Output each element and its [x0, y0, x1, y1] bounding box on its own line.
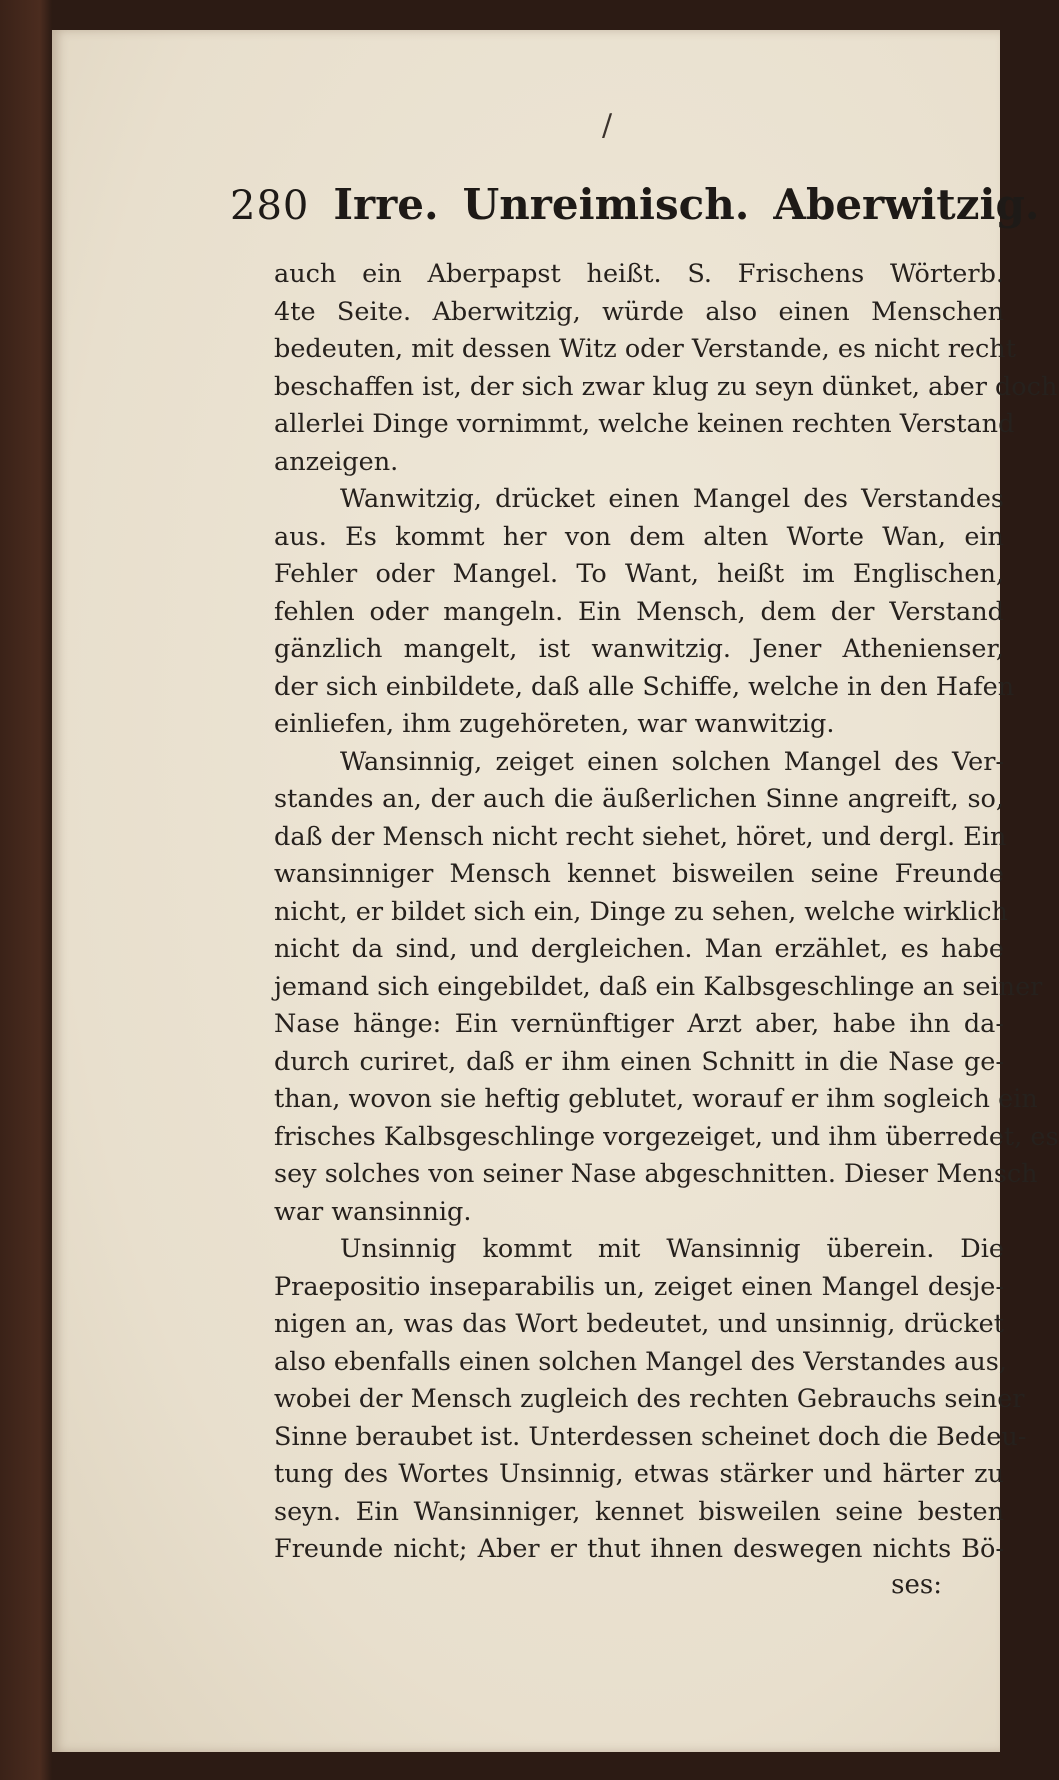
text-line: anzeigen.	[274, 446, 399, 477]
book-page	[52, 30, 1059, 1752]
page-number: 280	[230, 183, 310, 229]
text-line: Freunde nicht; Aber er thut ihnen deswegen nichts Bö-	[274, 1534, 1004, 1564]
text-line: frisches Kalbsgeschlinge vorgezeiget, und ihm überredet, es	[274, 1121, 1059, 1152]
text-line: gänzlich mangelt, ist wanwitzig. Jener Athenienser,	[274, 634, 1004, 664]
text-line: tung des Wortes Unsinnig, etwas stärker und härter zu	[274, 1459, 1004, 1489]
catchword: ses:	[891, 1570, 942, 1600]
text-line: seyn. Ein Wansinniger, kennet bisweilen seine besten	[274, 1496, 1004, 1527]
text-line: nigen an, was das Wort bedeutet, und unsinnig, drücket	[274, 1309, 1004, 1339]
text-line: than, wovon sie heftig geblutet, worauf er ihm sogleich ein	[274, 1084, 1038, 1114]
text-line: beschaffen ist, der sich zwar klug zu seyn dünket, aber doch	[274, 371, 1058, 402]
text-line: Nase hänge: Ein vernünftiger Arzt aber, habe ihn da-	[274, 1009, 1004, 1039]
text-line: Wansinnig, zeiget einen solchen Mangel des Ver-	[340, 746, 1004, 777]
page-header	[230, 180, 1040, 240]
stray-mark: /	[602, 108, 613, 143]
body-text	[274, 256, 1059, 1569]
text-line: daß der Mensch nicht recht siehet, höret, und dergl. Ein	[274, 821, 1007, 852]
text-line: Fehler oder Mangel. To Want, heißt im Englischen,	[274, 559, 1004, 589]
text-line: Unsinnig kommt mit Wansinnig überein. Die	[340, 1234, 1004, 1264]
text-line: sey solches von seiner Nase abgeschnitten. Dieser Mensch	[274, 1159, 1038, 1189]
running-head-1: Irre.	[333, 180, 439, 229]
text-line: nicht, er bildet sich ein, Dinge zu sehen, welche wirklich	[274, 896, 1008, 927]
text-line: standes an, der auch die äußerlichen Sinne angreift, so,	[274, 784, 1004, 814]
text-line: nicht da sind, und dergleichen. Man erzählet, es habe	[274, 934, 1004, 964]
text-line: Wanwitzig, drücket einen Mangel des Verstandes	[340, 484, 1004, 514]
text-line: der sich einbildete, daß alle Schiffe, welche in den Hafen	[274, 671, 1015, 702]
text-line: einliefen, ihm zugehöreten, war wanwitzig.	[274, 709, 835, 739]
text-line: also ebenfalls einen solchen Mangel des Verstandes aus,	[274, 1346, 1007, 1377]
text-line: jemand sich eingebildet, daß ein Kalbsgeschlinge an seiner	[274, 971, 1043, 1002]
text-line: wobei der Mensch zugleich des rechten Gebrauchs seiner	[274, 1384, 1025, 1414]
text-line: wansinniger Mensch kennet bisweilen seine Freunde	[274, 859, 1004, 889]
text-line: Praepositio inseparabilis un, zeiget einen Mangel desje-	[274, 1271, 1004, 1302]
text-line: durch curiret, daß er ihm einen Schnitt in die Nase ge-	[274, 1046, 1004, 1077]
running-head-3: Aberwitzig.	[773, 180, 1040, 229]
text-line: auch ein Aberpapst heißt. S. Frischens Wörterb.	[274, 259, 1004, 289]
text-line: fehlen oder mangeln. Ein Mensch, dem der Verstand	[274, 596, 1004, 627]
text-line: war wansinnig.	[274, 1196, 472, 1227]
text-line: aus. Es kommt her von dem alten Worte Wan, ein	[274, 521, 1004, 552]
text-line: bedeuten, mit dessen Witz oder Verstande, es nicht recht	[274, 334, 1016, 364]
text-line: allerlei Dinge vornimmt, welche keinen rechten Verstand	[274, 409, 1015, 439]
running-head-2: Unreimisch.	[462, 180, 750, 229]
text-line: 4te Seite. Aberwitzig, würde also einen Menschen	[274, 296, 1004, 327]
text-line: Sinne beraubet ist. Unterdessen scheinet doch die Bedeu-	[274, 1421, 1027, 1452]
